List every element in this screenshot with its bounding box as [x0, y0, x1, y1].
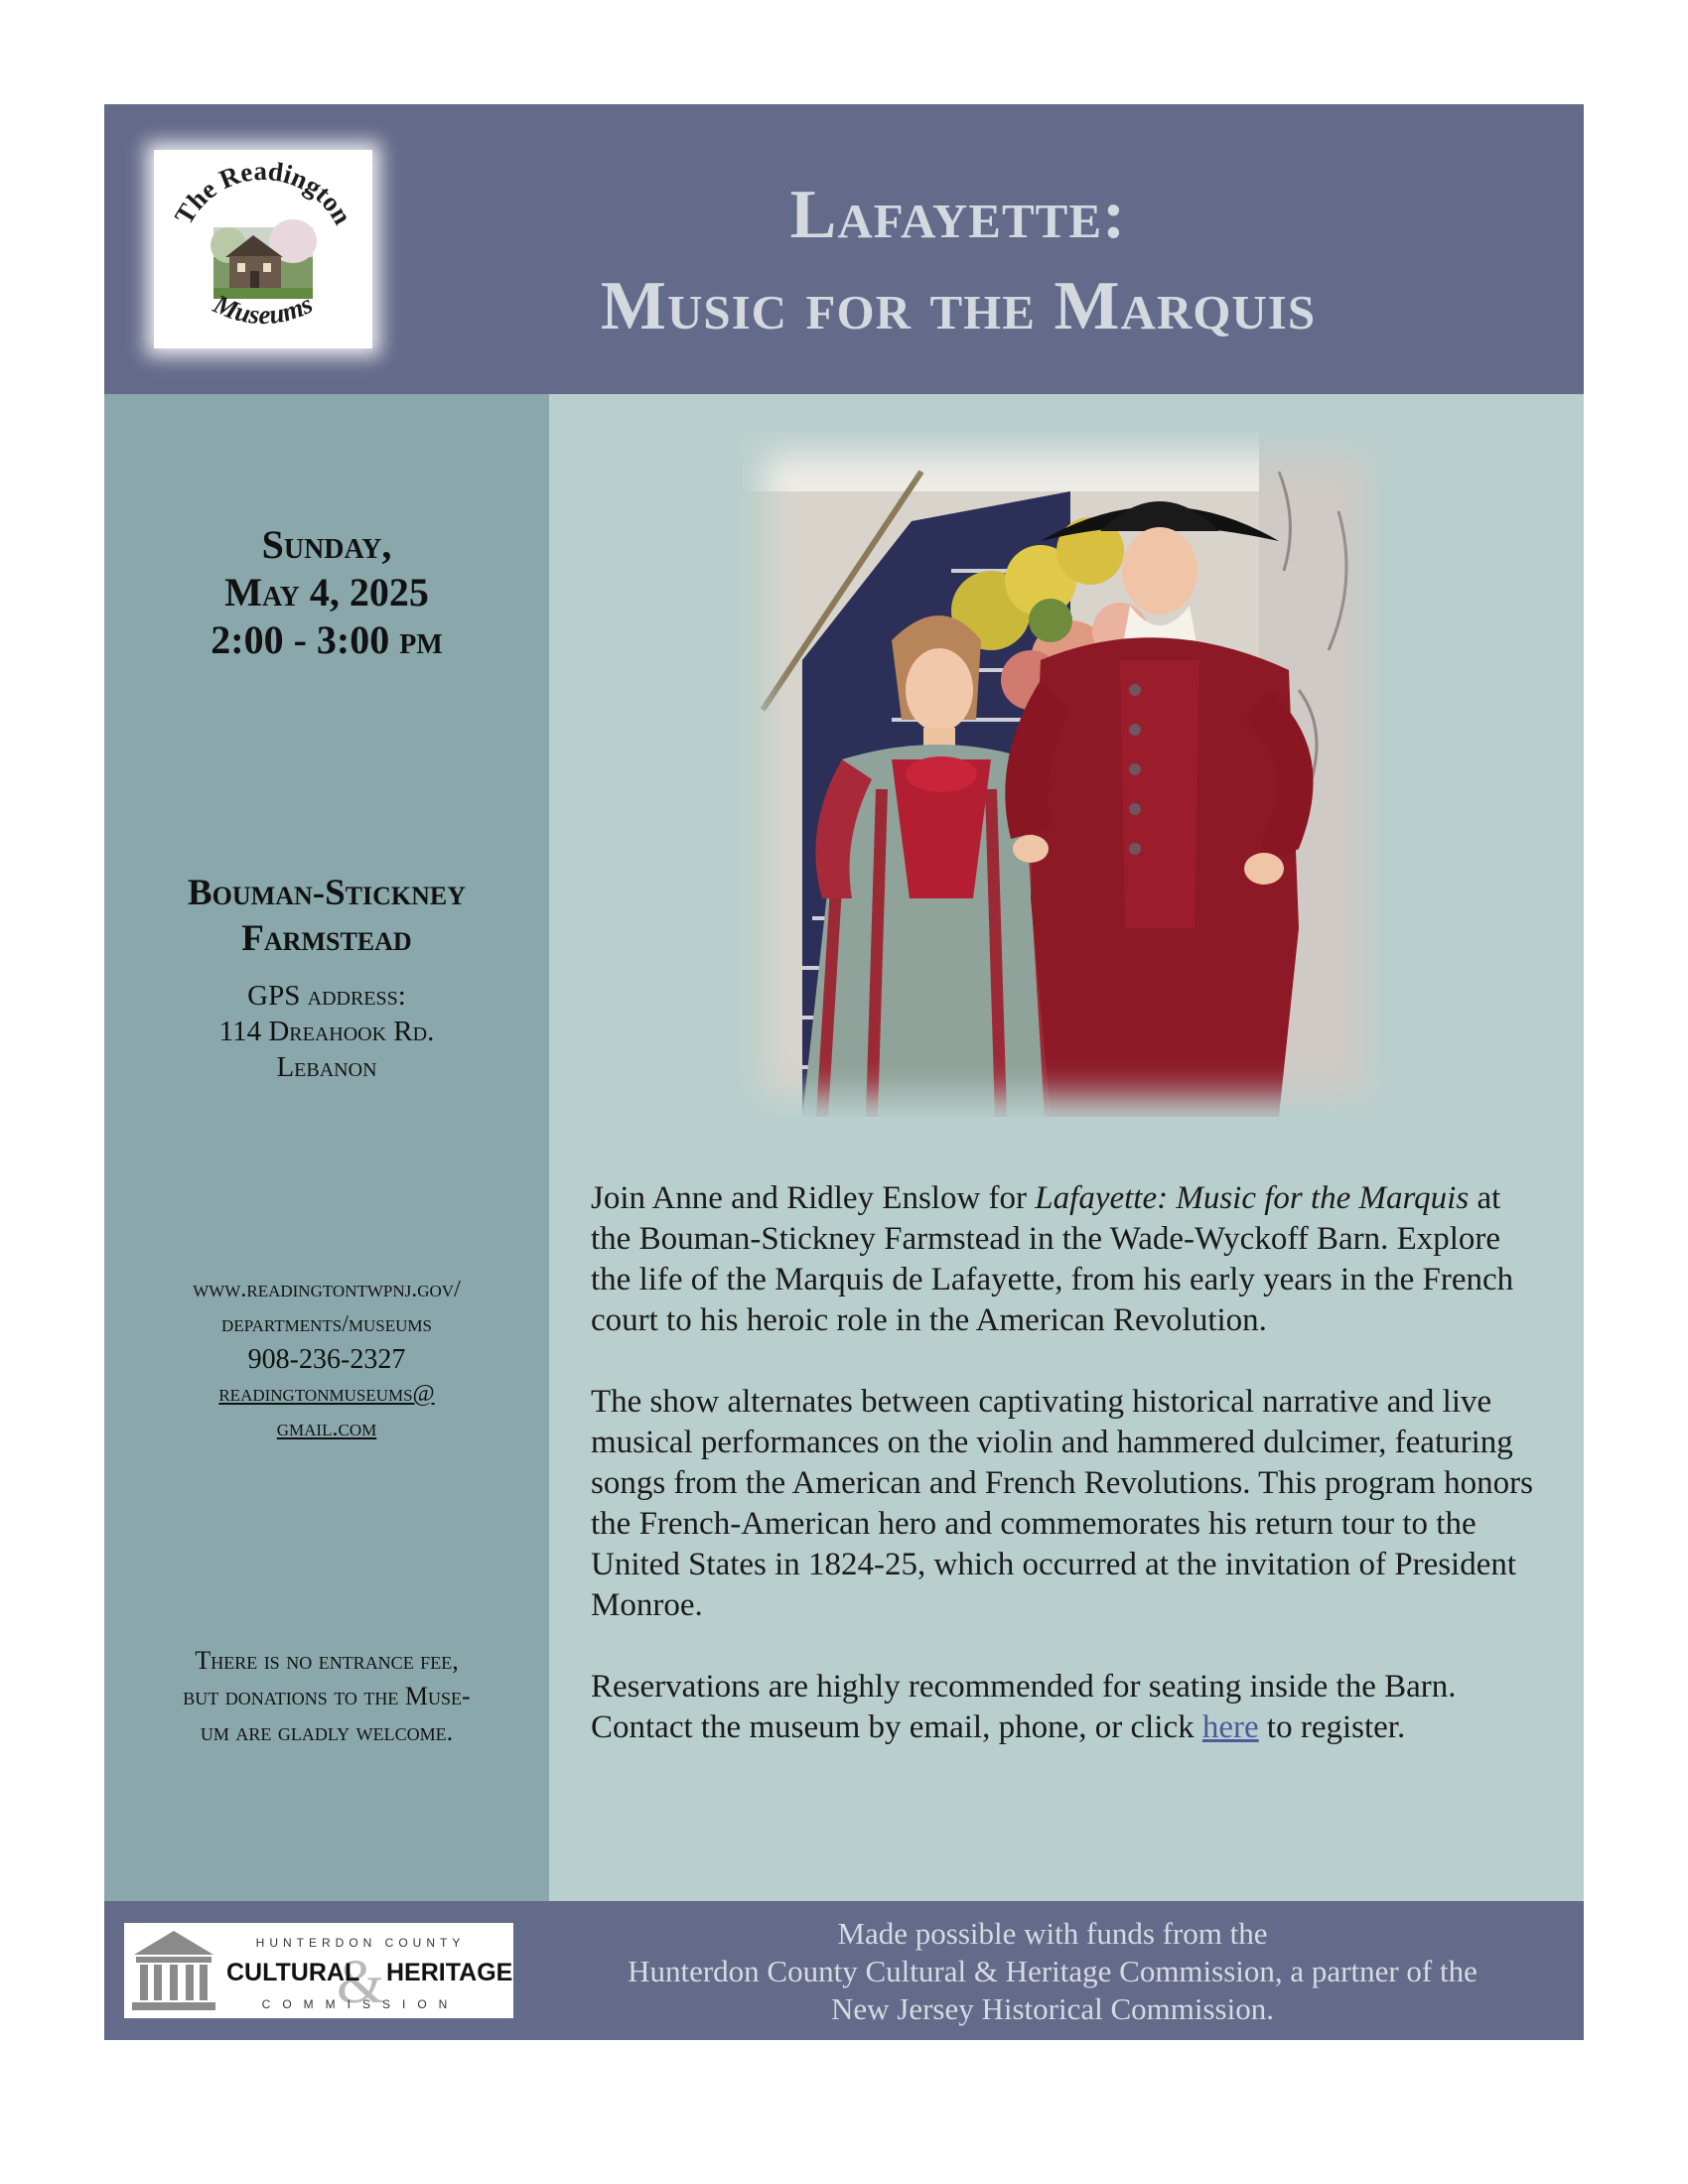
description-paragraph-3: Reservations are highly recommended for seating inside the Barn. Contact the museum by email, phone, or click here to register.: [591, 1669, 1457, 1745]
street-address: 114 Dreahook Rd.: [218, 1016, 435, 1047]
footer-banner: [104, 1901, 1584, 2040]
event-date: May 4, 2025: [224, 570, 429, 614]
flyer: [104, 104, 1584, 2040]
logo-county-text: HUNTERDON COUNTY: [255, 1936, 466, 1950]
event-time: 2:00 - 3:00 pm: [211, 617, 443, 662]
venue-name-line2: Farmstead: [241, 918, 412, 959]
event-datetime: [104, 521, 549, 664]
email-link-line2[interactable]: gmail.com: [276, 1416, 377, 1441]
description-paragraph-2: The show alternates between captivating historical narrative and live musical performances on the violin and hammered dulcimer, featuring songs from the American and French Revolutions. This program honors the French-American hero and commemorates his return tour to the United States in 1824-25, which occurred at the invitation of President Monroe.: [591, 1384, 1533, 1623]
logo-heritage-text: HERITAGE: [386, 1959, 513, 1986]
event-title: [432, 170, 1484, 352]
funding-line3: New Jersey Historical Commission.: [830, 1991, 1274, 2026]
logo-commission-text: COMMISSION: [261, 1997, 460, 2011]
svg-text:The Readington: [169, 156, 357, 229]
logo-bottom-text: Museums: [209, 288, 318, 331]
gps-label: GPS address:: [247, 980, 406, 1012]
logo-ampersand: &: [336, 1949, 385, 2016]
entrance-fee-note: [104, 1643, 549, 1750]
program-title-italic: Lafayette: Music for the Marquis: [1035, 1180, 1470, 1216]
website-line1[interactable]: www.readingtontwpnj.gov/: [193, 1277, 461, 1302]
funding-line2: Hunterdon County Cultural & Heritage Commission, a partner of the: [628, 1954, 1477, 1988]
logo-cultural-text: CULTURAL: [226, 1959, 360, 1986]
fee-line3: um are gladly welcome.: [200, 1717, 454, 1746]
venue-name: [104, 871, 549, 962]
main-content: [549, 394, 1584, 1901]
logo-top-text: The Readington: [168, 155, 358, 230]
contact-info: [104, 1273, 549, 1446]
venue-name-line1: Bouman-Stickney: [187, 873, 467, 913]
fee-line2: but donations to the Muse-: [183, 1682, 471, 1710]
temple-icon: [132, 1931, 215, 2010]
venue-address: [104, 978, 549, 1085]
hunterdon-county-logo: [124, 1923, 513, 2018]
event-day: Sunday,: [261, 522, 392, 567]
funding-credit: [531, 1915, 1574, 2028]
description-paragraph-1: Join Anne and Ridley Enslow for Lafayette: Music for the Marquis at the Bouman-Stickney Farmstead in the Wade-Wyckoff Barn. Explore the life of the Marquis de Lafayette, from his early years in the French court to his heroic role in the American Revolution.: [591, 1180, 1514, 1338]
website-line2[interactable]: departments/museums: [221, 1311, 432, 1337]
header-banner: [104, 104, 1584, 394]
info-sidebar: [104, 394, 549, 1901]
title-line-1: Lafayette:: [789, 177, 1127, 253]
event-description: [591, 1178, 1534, 1789]
readington-museums-logo: [154, 150, 372, 348]
register-link[interactable]: here: [1201, 1709, 1259, 1745]
performers-photo: [743, 432, 1388, 1117]
fee-line1: There is no entrance fee,: [195, 1646, 459, 1675]
photo-vignette: [743, 432, 1388, 1117]
hunterdon-logo-graphic: [124, 1923, 513, 2018]
town: Lebanon: [276, 1051, 377, 1083]
email-link-line1[interactable]: readingtonmuseums@: [218, 1381, 435, 1407]
museum-logo-graphic: [154, 150, 372, 348]
phone-number: 908-236-2327: [247, 1344, 406, 1375]
funding-line1: Made possible with funds from the: [837, 1916, 1268, 1951]
title-line-2: Music for the Marquis: [600, 268, 1317, 344]
